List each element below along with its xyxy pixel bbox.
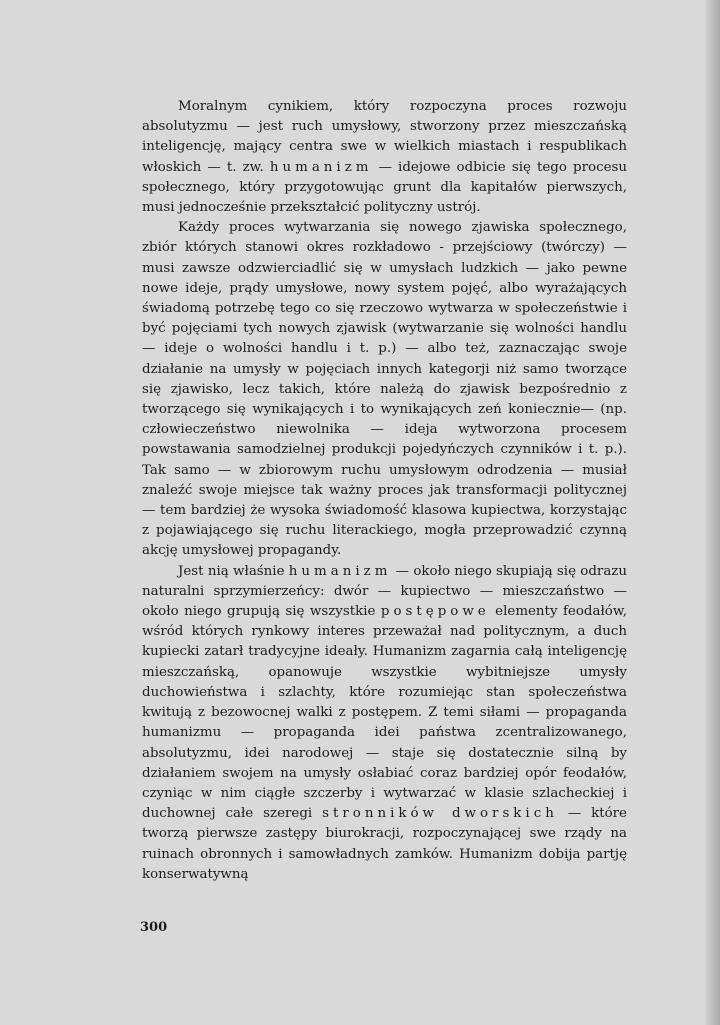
spaced-term: humanizm: [269, 159, 373, 175]
text-segment: Każdy proces wytwarzania się nowego zjawiska społecznego, zbiór których stanowi okres rozkładowo - przejściowy (twórczy) — musi zawsze odzwierciadlić się w umysłach ludzkich — jako pewne nowe ideje, prądy umysłowe, nowy system pojęć, albo wyrażających świadomą potrzebę tego co się rzeczowo wytwarza w społeczeństwie i być pojęciami tych nowych zjawisk (wytwarzanie się wolności handlu — ideje o wolności handlu i t. p.) — albo też, zaznaczając swoje działanie na umysły w pojęciach innych kategorji niż samo tworzące się zjawisko, lecz takich, które należą do zjawisk bezpośrednio z tworzącego się wynikających i to wynikających zeń koniecznie— (np. człowieczeństwo niewolnika — ideja wytworzona procesem powstawania samodzielnej produkcji pojedyńczych czynników i t. p.). Tak samo — w zbiorowym ruchu umysłowym odrodzenia — musiał znaleźć swoje miejsce tak ważny proces jak transformacji politycznej — tem bardziej że wysoka świadomość klasowa kupiectwa, korzystając z pojawiającego się ruchu literackiego, mogła przeprowadzić czynną akcję umysłowej propagandy.: [142, 220, 627, 559]
page-number: 300: [140, 920, 168, 935]
text-segment: — idejowe odbicie się tego procesu społecznego, który przygotowując grunt dla kapitałów pierwszych, musi jednocześnie przekształcić polityczny ustrój.: [142, 159, 627, 216]
page-edge-shadow: [706, 0, 720, 1025]
text-segment: Jest nią właśnie: [178, 563, 289, 579]
text-segment: — około niego skupiają się odrazu naturalni sprzymierzeńcy: dwór — kupiectwo — mieszczaństwo — około niego grupują się wszystkie: [142, 563, 627, 620]
paragraph-1: [142, 97, 627, 218]
text-segment: Moralnym cynikiem, który rozpoczyna proces rozwoju absolutyzmu — jest ruch umysłowy, stworzony przez mieszczańską inteligencję, mający centra swe w wielkich miastach i respublikach włoskich — t. zw.: [142, 99, 627, 175]
paragraph-2: [142, 218, 627, 561]
text-segment: elementy feodałów, wśród których rynkowy interes przeważał nad politycznym, a duch kupiecki zatarł tradycyjne ideały. Humanizm zagarnia całą inteligencję mieszczańską, opanowuje wszystkie wybitniejsze umysły duchowieństwa i szlachty, które rozumiejąc stan społeczeństwa kwitują z bezowocnej walki z postępem. Z temi siłami — propaganda humanizmu — propaganda idei państwa zcentralizowanego, absolutyzmu, idei narodowej — staje się dostatecznie silną by działaniem swojem na umysły osłabiać coraz bardziej opór feodałów, czyniąc w nim ciągłe szczerby i wytwarzać w klasie szlacheckiej i duchownej całe szeregi: [142, 604, 627, 822]
spaced-term: humanizm: [288, 563, 392, 579]
paragraph-3: [142, 562, 627, 885]
spaced-term: postępowe: [380, 604, 490, 620]
text-segment: — które tworzą pierwsze zastępy biurokracji, rozpoczynającej swe rządy na ruinach obronnych i samowładnych zamków. Humanizm dobija partję konserwatywną: [142, 806, 627, 882]
body-text: [142, 97, 627, 885]
spaced-term: stronników dworskich: [322, 806, 558, 822]
